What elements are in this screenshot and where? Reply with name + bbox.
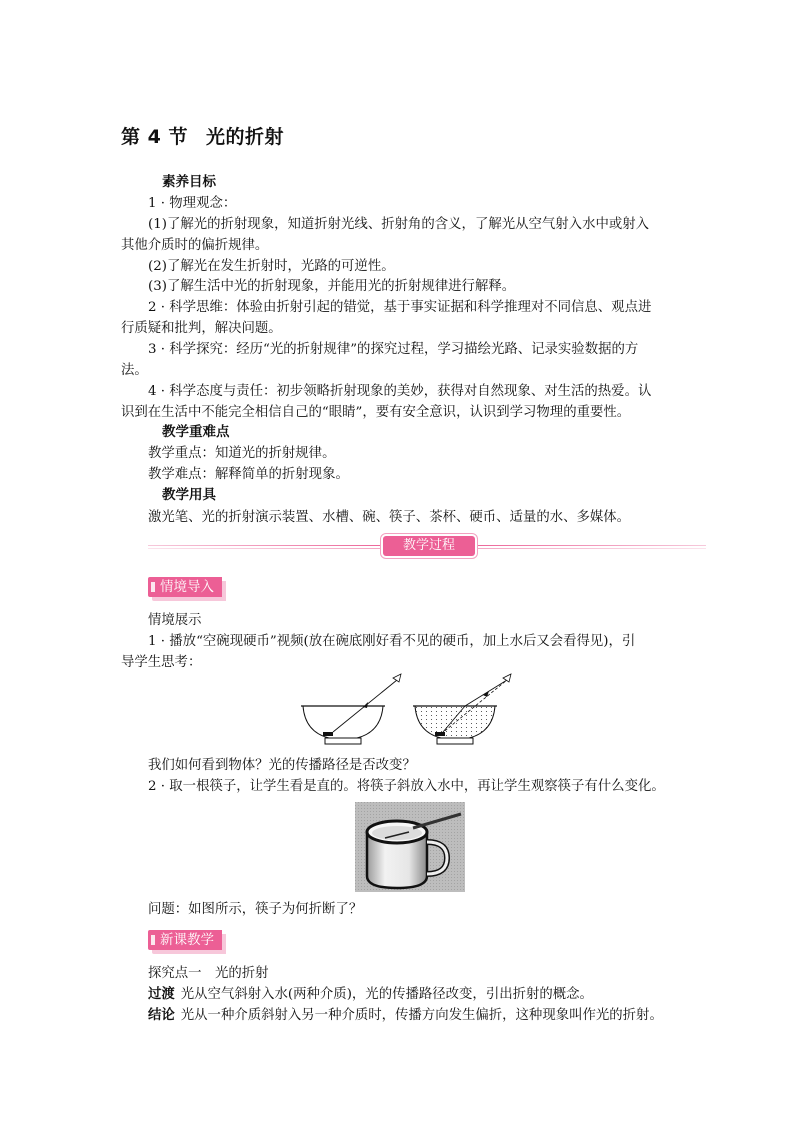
transition-paragraph: [148, 984, 678, 1005]
objective-4-cont: 识到在生活中不能完全相信自己的“眼睛”，要有安全意识，认识到学习物理的重要性。: [121, 405, 631, 420]
conclusion-text: 光从一种介质斜射入另一种介质时，传播方向发生偏折，这种现象叫作光的折射。: [180, 1008, 663, 1023]
tools-list: 激光笔、光的折射演示装置、水槽、碗、筷子、茶杯、硬币、适量的水、多媒体。: [148, 510, 631, 525]
chopstick-cup-photo: [355, 802, 465, 892]
intro-question-1: 我们如何看到物体？光的传播路径是否改变？: [148, 758, 416, 773]
objective-1: 1 · 物理观念：: [148, 196, 237, 211]
section-name: 光的折射: [205, 126, 284, 148]
teaching-difficulty: 教学难点：解释简单的折射现象。: [148, 467, 349, 482]
intro-question-2: 问题：如图所示，筷子为何折断了？: [148, 902, 363, 917]
intro-step-1-cont: 导学生思考：: [121, 655, 202, 670]
process-heading: 教学过程: [383, 536, 475, 556]
objectives-heading: 素养目标: [148, 174, 226, 191]
new-lesson-heading: 新课教学: [148, 930, 222, 950]
transition-label: 过渡: [148, 987, 175, 1002]
intro-subheading: 情境展示: [148, 613, 202, 628]
conclusion-label: 结论: [148, 1008, 175, 1023]
intro-heading: 情境导入: [148, 577, 222, 597]
transition-text: 光从空气斜射入水(两种介质)，光的传播路径改变，引出折射的概念。: [180, 987, 593, 1002]
keypoints-heading: 教学重难点: [148, 424, 240, 441]
objective-1-1: (1)了解光的折射现象，知道折射光线、折射角的含义，了解光从空气射入水中或射入: [148, 217, 650, 232]
objective-3-cont: 法。: [121, 363, 148, 378]
teaching-focus: 教学重点：知道光的折射规律。: [148, 446, 336, 461]
objective-1-1-cont: 其他介质时的偏折规律。: [121, 238, 269, 253]
section-number: 第 4 节: [121, 126, 188, 148]
objective-4: 4 · 科学态度与责任：初步领略折射现象的美妙，获得对自然现象、对生活的热爱。认: [148, 384, 652, 399]
empty-bowl-illustration: [301, 674, 401, 744]
water-bowl-illustration: [413, 674, 511, 744]
bowl-coin-figure: [295, 670, 530, 750]
tools-heading: 教学用具: [148, 487, 226, 504]
objective-2: 2 · 科学思维：体验由折射引起的错觉，基于事实证据和科学推理对不同信息、观点进: [148, 300, 652, 315]
conclusion-paragraph: [148, 1005, 688, 1026]
intro-step-2: 2 · 取一根筷子，让学生看是直的。将筷子斜放入水中，再让学生观察筷子有什么变化。: [148, 779, 665, 794]
objective-1-3: (3)了解生活中光的折射现象，并能用光的折射规律进行解释。: [148, 279, 516, 294]
objective-3: 3 · 科学探究：经历“光的折射规律”的探究过程，学习描绘光路、记录实验数据的方: [148, 342, 639, 357]
objective-2-cont: 行质疑和批判，解决问题。: [121, 321, 282, 336]
inquiry-point-1: 探究点一 光的折射: [148, 966, 269, 981]
page-title: [121, 122, 284, 149]
objective-1-2: (2)了解光在发生折射时，光路的可逆性。: [148, 259, 395, 274]
intro-step-1: 1 · 播放“空碗现硬币”视频(放在碗底刚好看不见的硬币，加上水后又会看得见)，引: [148, 634, 636, 649]
